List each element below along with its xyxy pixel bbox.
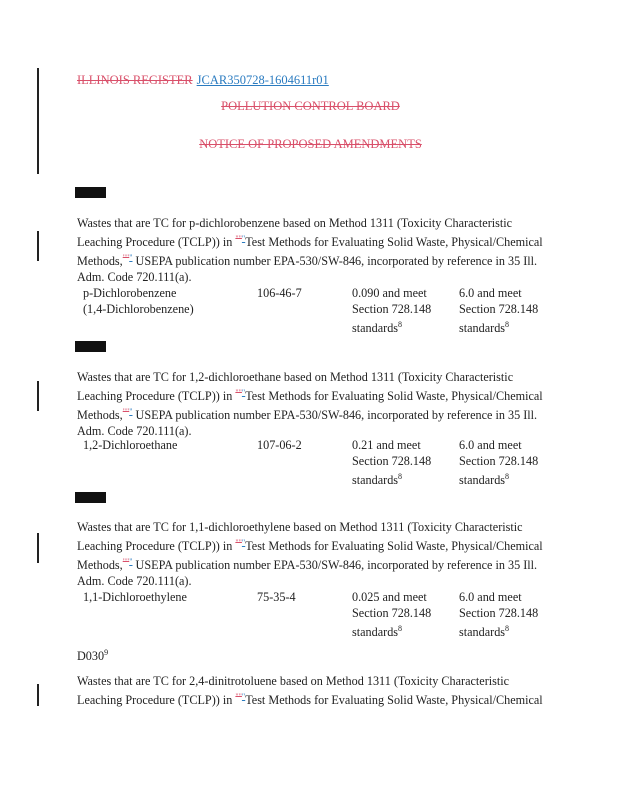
jcar-number: JCAR350728-1604611r01	[196, 73, 329, 87]
waste-description: Wastes that are TC for 1,2-dichloroethane based on Method 1311 (Toxicity Characteristic Leaching Procedure (TCLP)) in """Test Methods for Evaluating Solid Waste, Physical/Chemical Methods,""" USEPA publication number EPA-530/SW-846, incorporated by reference in 35 Ill. Adm. Code 720.111(a).	[77, 370, 543, 439]
redacted-code	[75, 492, 106, 503]
cas-number: 107-06-2	[257, 438, 302, 452]
change-bar	[37, 231, 39, 261]
wastewater-standard: 0.090 and meet Section 728.148 standards$^8$	[352, 286, 432, 336]
cas-number: 106-46-7	[257, 286, 302, 300]
waste-description: Wastes that are TC for p-dichlorobenzene based on Method 1311 (Toxicity Characteristic Leaching Procedure (TCLP)) in """Test Methods for Evaluating Solid Waste, Physical/Chemical Methods,""" USEPA publication number EPA-530/SW-846, incorporated by reference in 35 Ill. Adm. Code 720.111(a).	[77, 216, 543, 285]
notice-title: NOTICE OF PROPOSED AMENDMENTS	[199, 137, 422, 151]
wastewater-standard: 0.21 and meet Section 728.148 standards$^8$	[352, 438, 432, 488]
nonwastewater-standard: 6.0 and meet Section 728.148 standards$^8$	[459, 438, 539, 488]
change-bar	[37, 684, 39, 706]
cas-number: 75-35-4	[257, 590, 296, 604]
change-bar	[37, 533, 39, 563]
waste-code: $D030^9$	[77, 648, 109, 664]
constituent-name: 1,2-Dichloroethane	[83, 438, 178, 452]
waste-description: Wastes that are TC for 1,1-dichloroethylene based on Method 1311 (Toxicity Characteristic Leaching Procedure (TCLP)) in """Test Methods for Evaluating Solid Waste, Physical/Chemical Methods,""" USEPA publication number EPA-530/SW-846, incorporated by reference in 35 Ill. Adm. Code 720.111(a).	[77, 520, 543, 589]
board-title: POLLUTION CONTROL BOARD	[221, 99, 400, 113]
change-bar	[37, 68, 39, 174]
nonwastewater-standard: 6.0 and meet Section 728.148 standards$^8$	[459, 590, 539, 640]
change-bar	[37, 381, 39, 411]
constituent-name: 1,1-Dichloroethylene	[83, 590, 187, 604]
register-header	[77, 71, 329, 89]
register-title: ILLINOIS REGISTER	[77, 73, 193, 87]
redacted-code	[75, 187, 106, 198]
nonwastewater-standard: 6.0 and meet Section 728.148 standards$^8$	[459, 286, 539, 336]
redacted-code	[75, 341, 106, 352]
wastewater-standard: 0.025 and meet Section 728.148 standards$^8$	[352, 590, 432, 640]
constituent-name: p-Dichlorobenzene (1,4-Dichlorobenzene)	[83, 286, 194, 316]
waste-description: Wastes that are TC for 2,4-dinitrotoluene based on Method 1311 (Toxicity Characteristic Leaching Procedure (TCLP)) in """Test Methods for Evaluating Solid Waste, Physical/Chemical	[77, 674, 543, 708]
